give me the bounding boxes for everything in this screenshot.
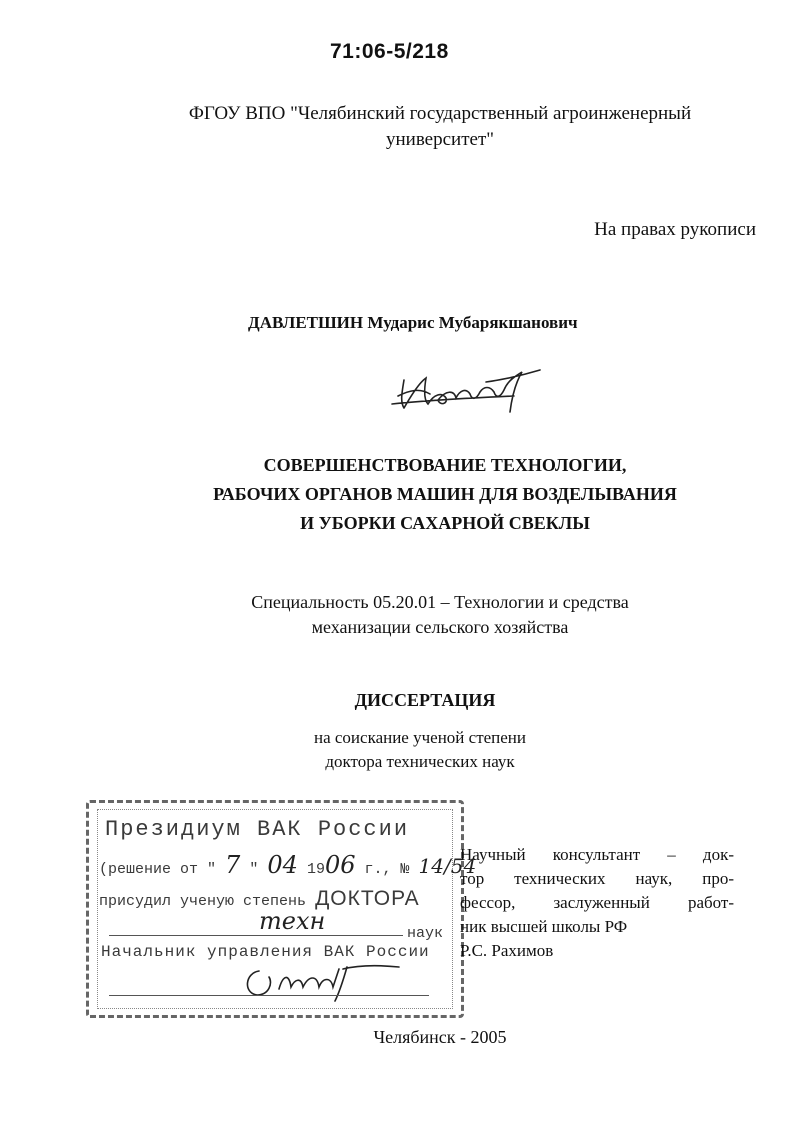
stamp-year-prefix: 19 [306,861,325,878]
specialty-line-2: механизации сельского хозяйства [311,617,569,637]
specialty [120,590,760,640]
stamp-decision: (решение от " 7 " 04 1906 г., № 14/54 [99,851,477,879]
title-line-3: И УБОРКИ САХАРНОЙ СВЕКЛЫ [300,513,590,533]
author-given-names: Мударис Мубарякшанович [367,313,578,332]
author-surname: ДАВЛЕТШИН [248,313,364,332]
dissertation-title [140,451,750,538]
stamp-year-suffix: г., № [364,861,410,878]
degree-line-2: доктора технических наук [325,752,515,771]
organization-name [100,101,780,153]
stamp-year: 06 [324,851,356,879]
organization-line-2: университет" [385,129,495,150]
stamp-presidium: Президиум ВАК России [105,817,410,842]
consultant-line-4: ник высшей школы РФ [460,917,628,936]
city-year: Челябинск - 2005 [373,1027,507,1047]
stamp-awarded-text: присудил ученую степень [99,893,307,910]
specialty-line-1: Специальность 05.20.01 – Технологии и средства [251,592,629,612]
stamp-head: Начальник управления ВАК России [101,943,430,961]
consultant-line-1: Научный консультант – док- [460,845,734,864]
title-line-2: РАБОЧИХ ОРГАНОВ МАШИН ДЛЯ ВОЗДЕЛЫВАНИЯ [213,484,677,504]
consultant-line-3: фессор, заслуженный работ- [460,893,734,912]
stamp-signature [239,961,409,1003]
stamp-field-underline [109,935,403,936]
stamp-degree-word: ДОКТОРА [315,887,420,910]
stamp-decision-prefix: (решение от " [99,861,217,878]
manuscript-rights-note: На правах рукописи [594,219,756,240]
stamp-field-handwritten: техн [259,907,326,935]
stamp-bottom-line [109,995,429,996]
organization-line-1: ФГОУ ВПО "Челябинский государственный агроинженерный [188,103,692,124]
document-type: ДИССЕРТАЦИЯ [354,690,496,710]
stamp-month: 04 [267,851,298,879]
consultant-line-2: тор технических наук, про- [460,869,734,888]
stamp-day: 7 [225,851,241,879]
stamp-number: 14/54 [418,854,477,878]
scientific-consultant [460,843,734,963]
author-name [248,313,578,333]
vak-stamp [86,800,477,1018]
document-code: 71:06-5/218 [330,40,449,63]
author-signature [390,360,550,418]
degree-line-1: на соискание ученой степени [313,728,527,747]
consultant-name: Р.С. Рахимов [460,941,554,960]
degree-sought [220,726,620,774]
title-line-1: СОВЕРШЕНСТВОВАНИЕ ТЕХНОЛОГИИ, [263,455,627,475]
stamp-nauk: наук [407,925,444,942]
